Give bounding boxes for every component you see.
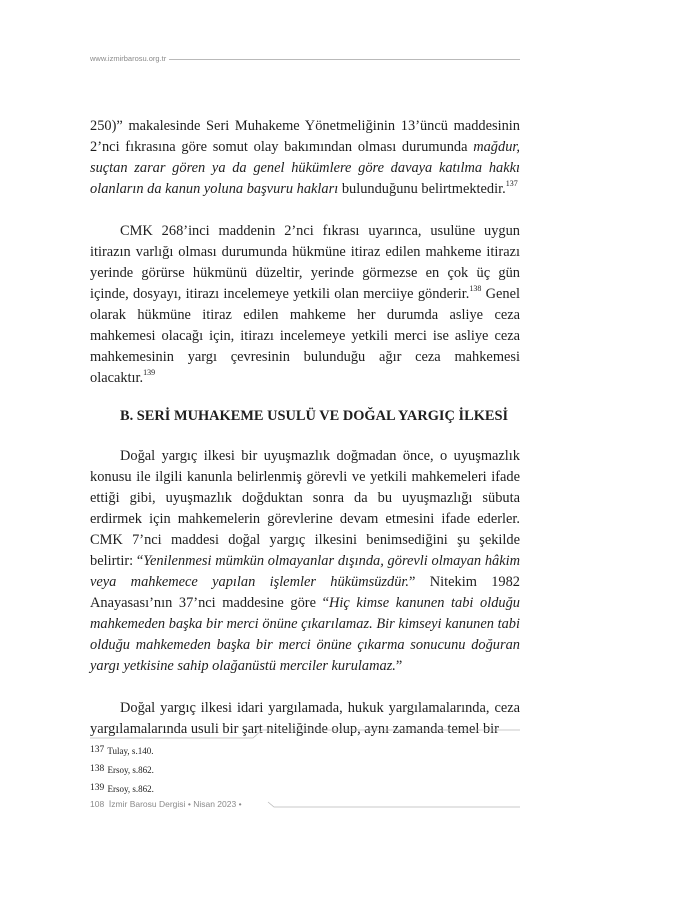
header-url: www.izmirbarosu.org.tr — [90, 53, 169, 65]
section-heading: B. SERİ MUHAKEME USULÜ VE DOĞAL YARGIÇ İLKESİ — [120, 408, 509, 424]
paragraph-1-text-b: bulunduğunu belirtmektedir. — [338, 181, 506, 197]
paragraph-1-italic: mağdur, suçtan zarar gören ya da genel hükümlere göre davaya katılma hakkı olanların da kanun yoluna başvuru hakları — [90, 139, 520, 197]
footnote-number: 137 — [90, 745, 105, 755]
main-content — [90, 116, 520, 740]
paragraph-3-text-a: Doğal yargıç ilkesi bir uyuşmazlık doğmadan önce, o uyuşmazlık konusu ile ilgili kanunla belirlenmiş görevli ve yetkili mahkemeleri ifade ettiği gibi, uyuşmazlık doğduktan sonra da bu uyuşmazlığı sübuta erdirmek için mahkemelerin görevlerine devam etmesini ifade ederler. CMK 7’nci maddesi doğal yargıç ilkesini benimsediğini şu şekilde belirtir: “ — [90, 448, 520, 569]
footnote-ref-137[interactable]: 137 — [505, 179, 518, 189]
footnote-138 — [90, 761, 520, 780]
paragraph-4-text: Doğal yargıç ilkesi idari yargılamada, hukuk yargılamalarında, ceza yargılamalarında usuli bir şart niteliğinde olup, aynı zamanda temel bir — [90, 700, 520, 737]
page-number: 108 — [90, 799, 105, 809]
paragraph-3-italic-a: Yenilenmesi mümkün olmayanlar dışında, görevli olmayan hâkim veya mahkemece yapılan işlemler hükümsüzdür. — [90, 553, 520, 590]
page-footer — [90, 796, 520, 814]
footnote-number: 138 — [90, 764, 105, 774]
paragraph-1-text-a: 250)” makalesinde Seri Muhakeme Yönetmeliğinin 13’üncü maddesinin 2’nci fıkrasına göre somut olay bakımından olması durumunda — [90, 118, 520, 155]
journal-name: İzmir Barosu Dergisi — [108, 799, 186, 809]
paragraph-3 — [90, 446, 520, 677]
footnote-text: Tulay, s.140. — [107, 746, 154, 756]
footnote-number: 139 — [90, 783, 105, 793]
footnote-text: Ersoy, s.862. — [107, 765, 154, 775]
paragraph-3-italic-b: Hiç kimse kanunen tabi olduğu mahkemeden başka bir merci önüne çıkarılamaz. Bir kimseyi kanunen tabi olduğu mahkemeden başka bir merci önüne çıkarma sonucunu doğuran yargı yetkisine sahip olağanüstü merciler kurulamaz. — [90, 595, 520, 674]
footnote-ref-138[interactable]: 138 — [469, 284, 482, 294]
footer-text — [90, 796, 242, 812]
paragraph-2 — [90, 221, 520, 389]
footnote-text: Ersoy, s.862. — [107, 784, 154, 794]
footnote-ref-139[interactable]: 139 — [143, 368, 156, 378]
paragraph-3-text-b: ” Nitekim 1982 Anayasası’nın 37’nci maddesine göre “ — [90, 574, 521, 611]
paragraph-3-text-c: ” — [395, 658, 403, 674]
footnote-137 — [90, 742, 520, 761]
footer-separator: • — [187, 799, 191, 809]
footnotes — [90, 742, 520, 799]
footer-separator: • — [238, 799, 242, 809]
paragraph-2-text-b: Genel olarak hükmüne itiraz edilen mahkeme her durumda asliye ceza mahkemesi olacağı için, itirazı incelemeye yetkili merci ise asliye ceza mahkemesinin yargı çevresinin bulunduğu ağır ceza mahkemesi olacaktır. — [90, 286, 520, 386]
page-header — [90, 53, 520, 67]
issue-date: Nisan 2023 — [193, 799, 237, 809]
paragraph-1 — [90, 116, 520, 200]
footnote-separator — [90, 728, 520, 740]
paragraph-2-text-a: CMK 268’inci maddenin 2’nci fıkrası uyarınca, usulüne uygun itirazın varlığı olması durumunda hükmüne itiraz edilen mahkeme itirazı yerinde görürse hükmünü düzeltir, yerinde görmezse en çok üç gün içinde, dosyayı, itirazı incelemeye yetkili olan merciiye gönderir. — [90, 223, 520, 302]
